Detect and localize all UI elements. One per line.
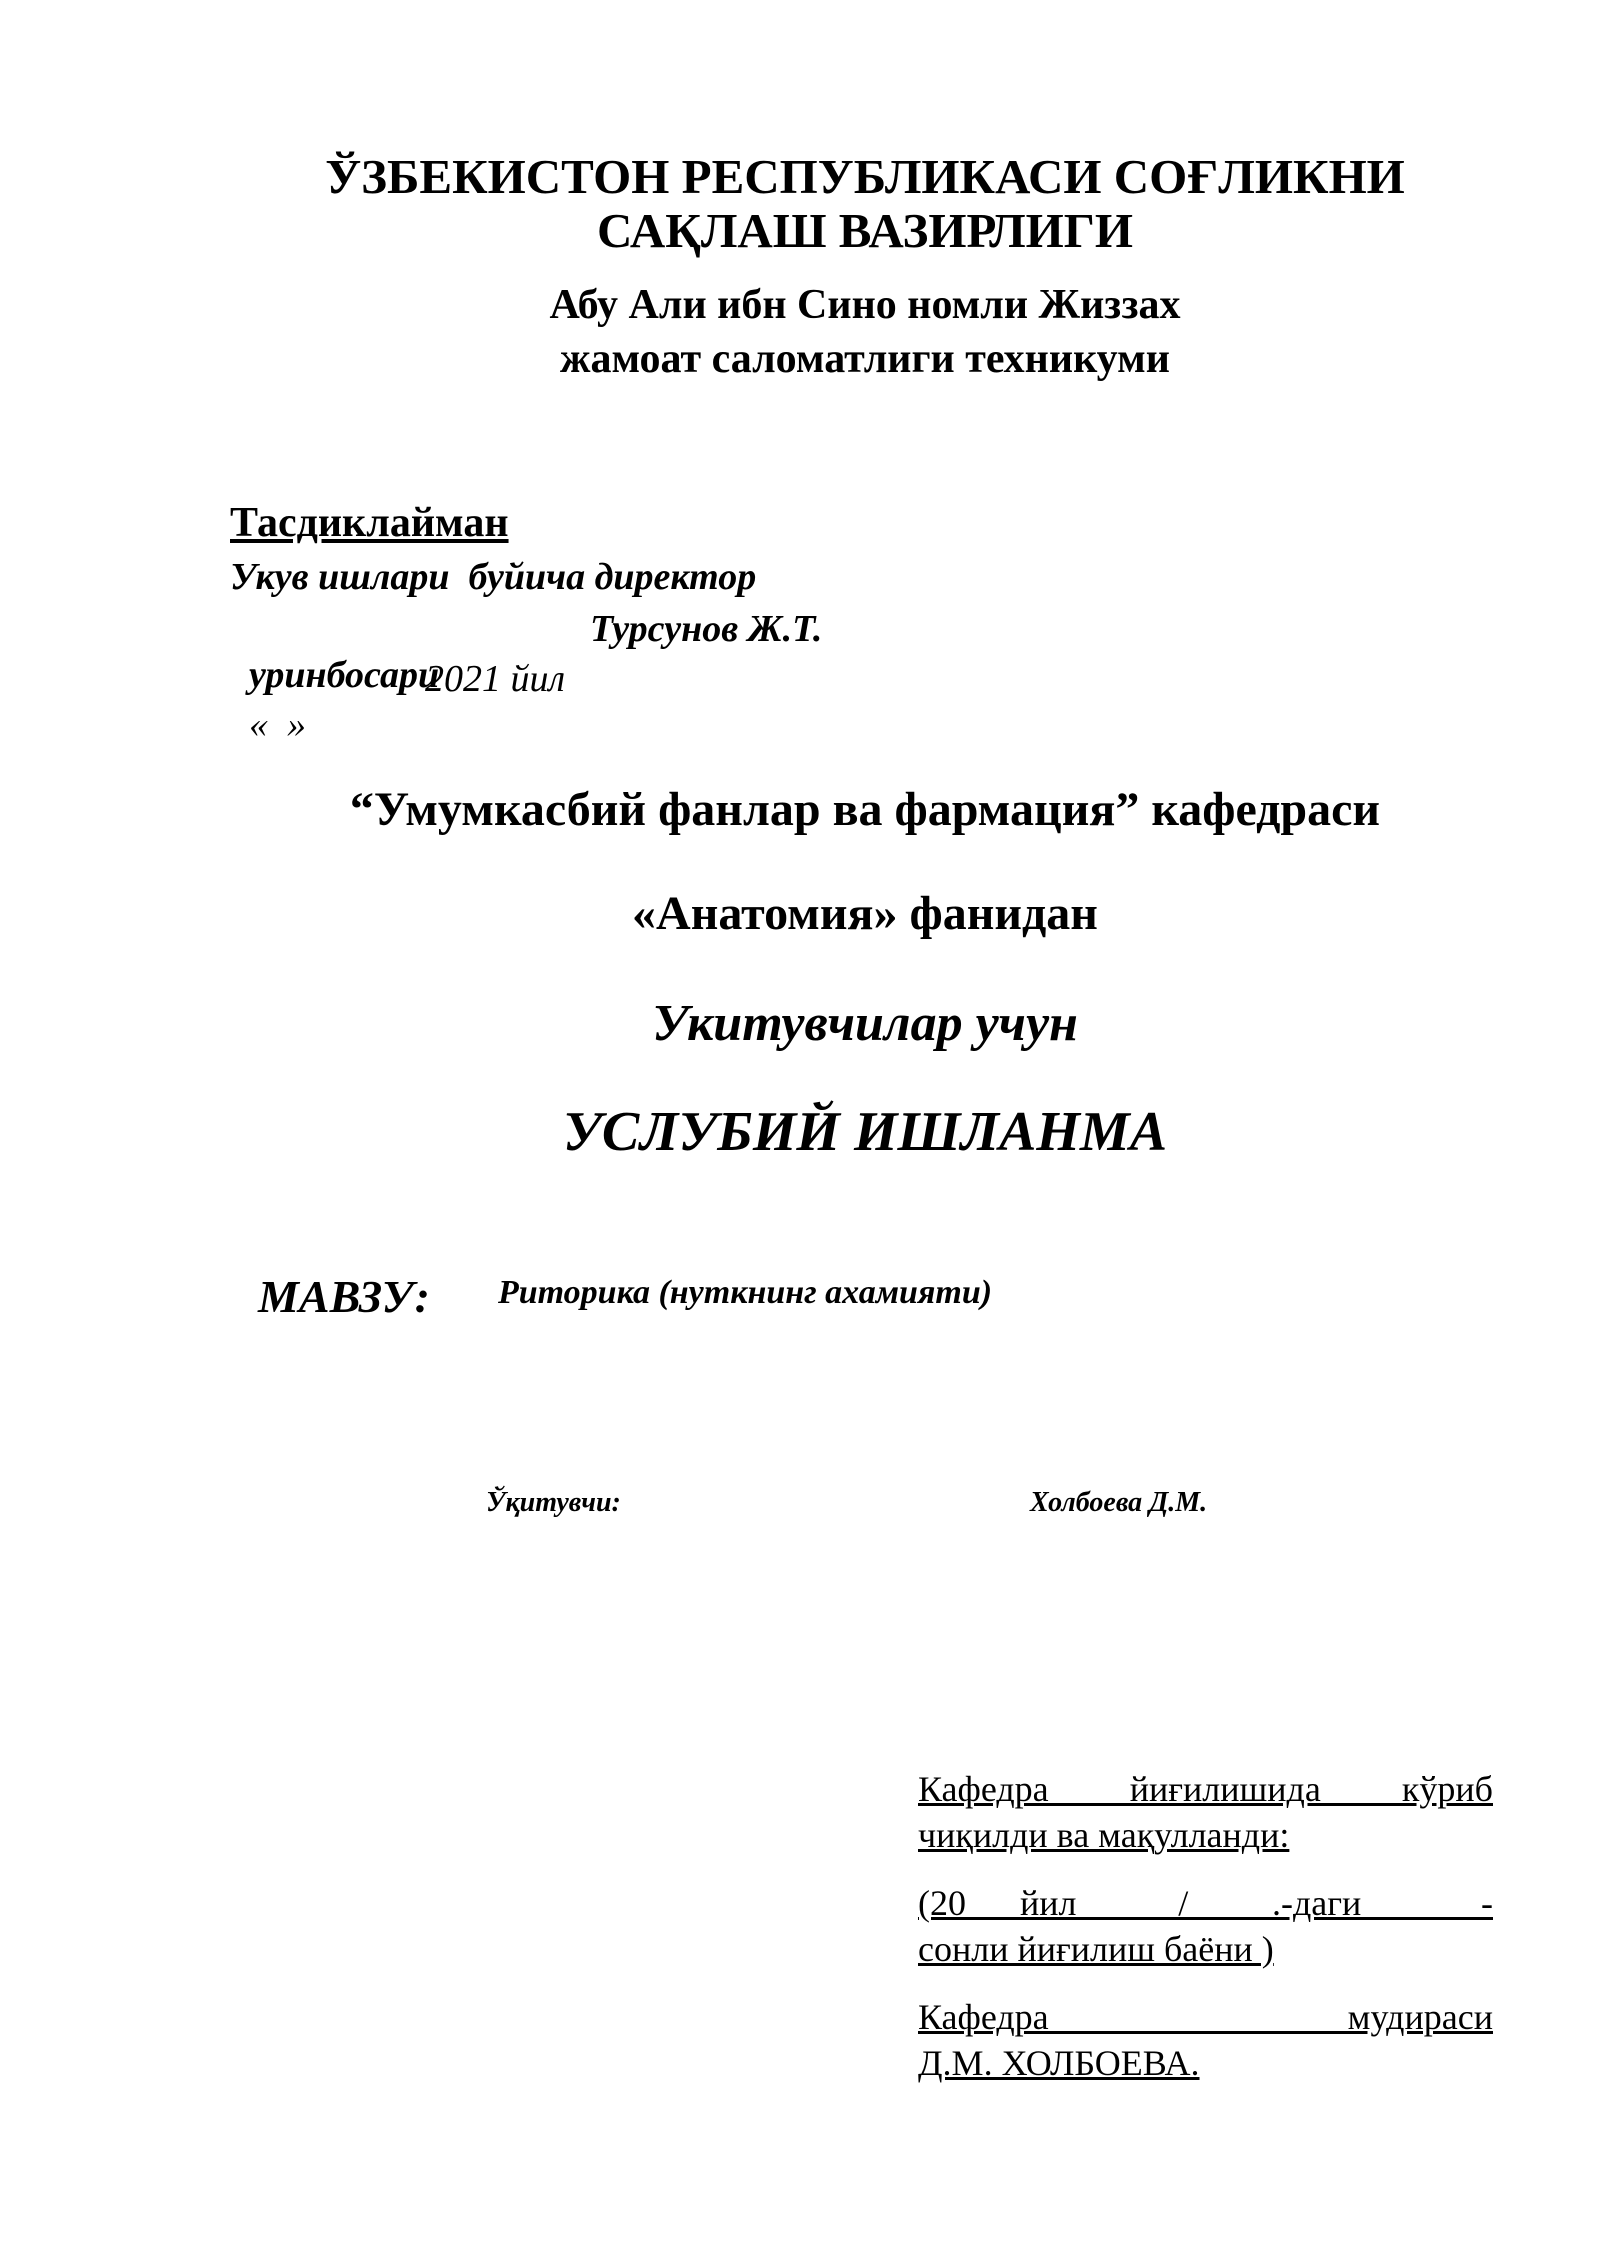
college-name-line2: жамоат саломатлиги техникуми: [560, 336, 1170, 382]
approval-name: Турсунов Ж.Т.: [590, 608, 823, 650]
college-name: [200, 278, 1530, 386]
committee-protocol-note: [918, 1880, 1493, 1972]
committee-head-line1: Кафедра мудираси: [918, 1997, 1493, 2037]
approval-date-year: 2021 йил: [425, 658, 566, 700]
approval-position: Укув ишлари буйича директор: [230, 556, 757, 598]
audience-title: Укитувчилар учун: [652, 995, 1078, 1052]
department-title: “Умумкасбий фанлар ва фармация” кафедраси: [349, 783, 1381, 836]
approval-role: уринбосари: [249, 654, 440, 696]
approval-date-quotes: « »: [249, 704, 306, 746]
committee-review-line2: чиқилди ва мақулланди:: [918, 1815, 1290, 1855]
ministry-title: [200, 150, 1530, 258]
committee-head-signature: [918, 1994, 1493, 2086]
college-name-line1: Абу Али ибн Сино номли Жиззах: [549, 282, 1181, 328]
committee-protocol-line2: сонли йиғилиш баёни ): [918, 1929, 1274, 1969]
committee-review-note: [918, 1766, 1493, 1858]
topic-value: Риторика (нуткнинг ахамияти): [498, 1274, 993, 1311]
teacher-name: Холбоева Д.М.: [1030, 1487, 1208, 1518]
subject-title: «Анатомия» фанидан: [632, 887, 1098, 940]
document-title: УСЛУБИЙ ИШЛАНМА: [562, 1101, 1168, 1163]
approval-title: Тасдиклайман: [230, 500, 509, 546]
committee-protocol-line1: (20___йил ___/ __.-даги ____-: [918, 1883, 1493, 1923]
committee-head-line2: Д.М. ХОЛБОЕВА.: [918, 2043, 1200, 2083]
teacher-label: Ўқитувчи:: [486, 1487, 621, 1518]
topic-label: МАВЗУ:: [258, 1271, 430, 1322]
ministry-title-line2: САҚЛАШ ВАЗИРЛИГИ: [596, 203, 1134, 258]
committee-review-line1: Кафедра йиғилишида кўриб: [918, 1769, 1493, 1809]
ministry-title-line1: ЎЗБЕКИСТОН РЕСПУБЛИКАСИ СОҒЛИКНИ: [325, 149, 1405, 204]
